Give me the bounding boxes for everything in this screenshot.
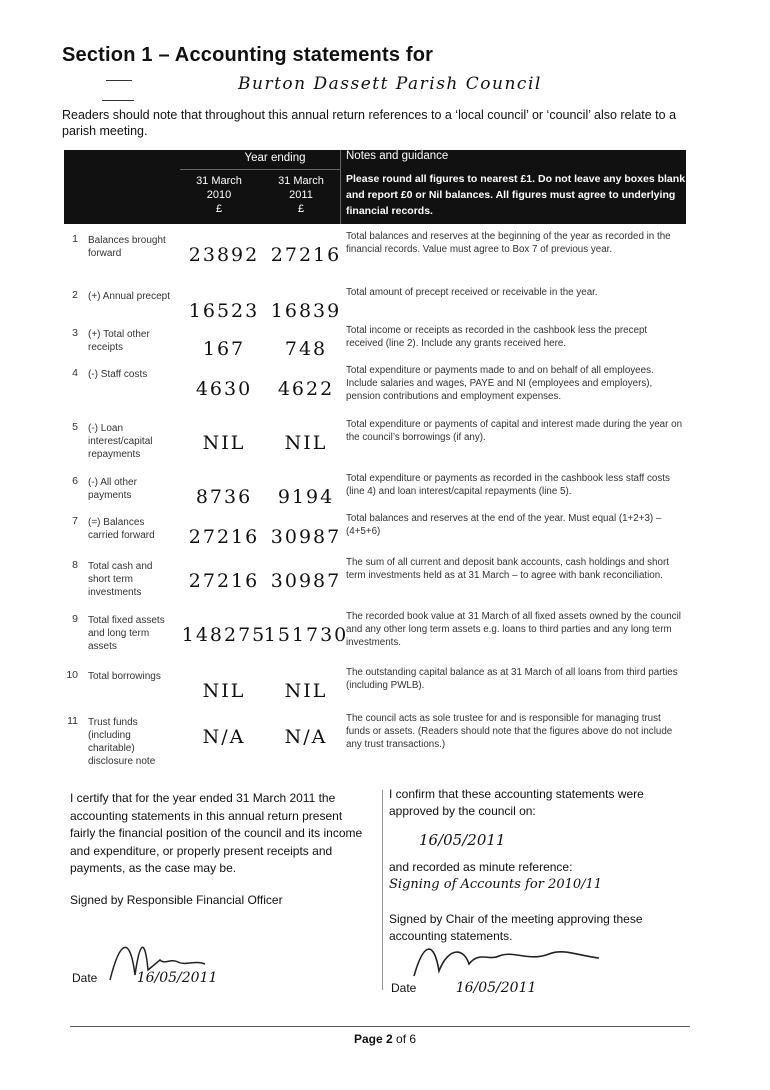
value-2011: 748 [284, 338, 328, 360]
row-number: 11 [67, 715, 78, 727]
value-2011: 27216 [270, 244, 342, 266]
row-label: Total borrowings [88, 671, 161, 682]
council-name-handwritten: Burton Dassett Parish Council [238, 74, 542, 94]
row-number: 7 [72, 515, 78, 527]
value-2011: NIL [284, 432, 328, 454]
row-number: 8 [72, 559, 78, 571]
row-label: (+) Annual precept [88, 291, 170, 302]
value-2010: 16523 [188, 300, 260, 322]
page-total: of 6 [396, 1032, 417, 1046]
col-2010-header: 31 March 2010 £ [196, 175, 242, 215]
row-note: Total income or receipts as recorded in the cashbook less the precept received (line 2). Include any grants received here. [346, 325, 648, 349]
row-note: Total balances and reserves at the end of the year. Must equal (1+2+3) – (4+5+6) [346, 513, 662, 537]
col-2011-header: 31 March 2011 £ [278, 175, 324, 215]
intro-text: Readers should note that throughout this annual return references to a ‘local council’ or ‘council’ also relate to a parish meeting. [62, 108, 677, 138]
value-2011: 151730 [263, 624, 349, 646]
row-note: The sum of all current and deposit bank accounts, cash holdings and short term investments held as at 31 March – to agree with bank reconciliation. [346, 557, 669, 581]
row-number: 6 [72, 475, 78, 487]
row-number: 1 [72, 233, 78, 245]
row-note: Total expenditure or payments of capital and interest made during the year on the council’s borrowings (if any). [346, 419, 683, 443]
value-2010: 148275 [181, 624, 267, 646]
row-note: Total amount of precept received or receivable in the year. [346, 287, 598, 298]
certify-text: I certify that for the year ended 31 March 2011 the accounting statements in this annual return present fairly the financial position of the council and its income and expenditure, or properly present receipts and payments, as the case may be. [70, 791, 363, 875]
value-2011: N/A [284, 726, 328, 748]
rfo-date-value: 16/05/2011 [136, 970, 218, 986]
row-label: Trust funds (including charitable) disclosure note [88, 717, 156, 767]
row-note: The outstanding capital balance as at 31 March of all loans from third parties (including PWLB). [346, 667, 678, 691]
row-number: 2 [72, 289, 78, 301]
row-note: Total expenditure or payments as recorded in the cashbook less staff costs (line 4) and loan interest/capital repayments (line 5). [346, 473, 670, 497]
confirm-block [389, 786, 689, 996]
row-label: Balances brought forward [88, 235, 166, 259]
minute-label: and recorded as minute reference: [389, 860, 573, 874]
value-2010: 8736 [195, 486, 253, 508]
value-2010: 167 [202, 338, 246, 360]
chair-signature [409, 936, 609, 986]
value-2011: 4622 [277, 378, 335, 400]
chair-signed-label: Signed by Chair of the meeting approving these accounting statements. [389, 912, 643, 943]
value-2010: 4630 [195, 378, 253, 400]
approved-date: 16/05/2011 [419, 831, 506, 849]
value-2011: 30987 [270, 570, 342, 592]
row-label: (-) Staff costs [88, 369, 148, 380]
row-note: The recorded book value at 31 March of all fixed assets owned by the council and any other long term assets e.g. loans to third parties and any long term investments. [346, 611, 681, 648]
value-2010: N/A [202, 726, 246, 748]
confirm-text: I confirm that these accounting statements were approved by the council on: [389, 787, 644, 818]
row-number: 3 [72, 327, 78, 339]
page-footer [0, 1032, 770, 1046]
value-2011: 16839 [270, 300, 342, 322]
rfo-date-label: Date [72, 971, 98, 985]
row-note: Total expenditure or payments made to and on behalf of all employees. Include salaries and wages, PAYE and NI (employees and employers), pension contributions and employment expenses. [346, 365, 654, 402]
year-ending-label: Year ending [244, 152, 306, 164]
value-2010: 27216 [188, 526, 260, 548]
rfo-signed-label: Signed by Responsible Financial Officer [70, 892, 283, 907]
certify-block [70, 790, 370, 986]
value-2011: 9194 [277, 486, 335, 508]
value-2010: 27216 [188, 570, 260, 592]
value-2010: 23892 [188, 244, 260, 266]
row-number: 10 [66, 669, 78, 681]
row-note: Total balances and reserves at the beginning of the year as recorded in the financial records. Value must agree to Box 7 of previous year. [346, 231, 671, 255]
row-label: (-) All other payments [88, 477, 137, 501]
row-label: (+) Total other receipts [88, 329, 150, 353]
page-number: Page 2 [353, 1032, 393, 1046]
row-label: (-) Loan interest/capital repayments [88, 423, 153, 460]
section-title: Section 1 – Accounting statements for [62, 44, 434, 66]
value-2010: NIL [202, 680, 246, 702]
row-label: (=) Balances carried forward [88, 517, 155, 541]
row-note: The council acts as sole trustee for and is responsible for managing trust funds or assets. (Readers should note that the figures above do not include any trust transactions.) [346, 713, 673, 750]
row-number: 9 [72, 613, 78, 625]
minute-reference: Signing of Accounts for 2010/11 [389, 877, 603, 892]
row-number: 4 [72, 367, 78, 379]
chair-date-value: 16/05/2011 [455, 980, 537, 996]
value-2011: NIL [284, 680, 328, 702]
value-2010: NIL [202, 432, 246, 454]
row-number: 5 [72, 421, 78, 433]
notes-title: Notes and guidance [346, 150, 449, 162]
chair-date-label: Date [391, 981, 417, 995]
row-label: Total fixed assets and long term assets [88, 615, 165, 652]
table-header [64, 150, 686, 224]
value-2011: 30987 [270, 526, 342, 548]
row-label: Total cash and short term investments [88, 561, 153, 598]
notes-body: Please round all figures to nearest £1. Do not leave any boxes blank and report £0 or Nil balances. All figures must agree to underlying financial records. [346, 173, 686, 217]
